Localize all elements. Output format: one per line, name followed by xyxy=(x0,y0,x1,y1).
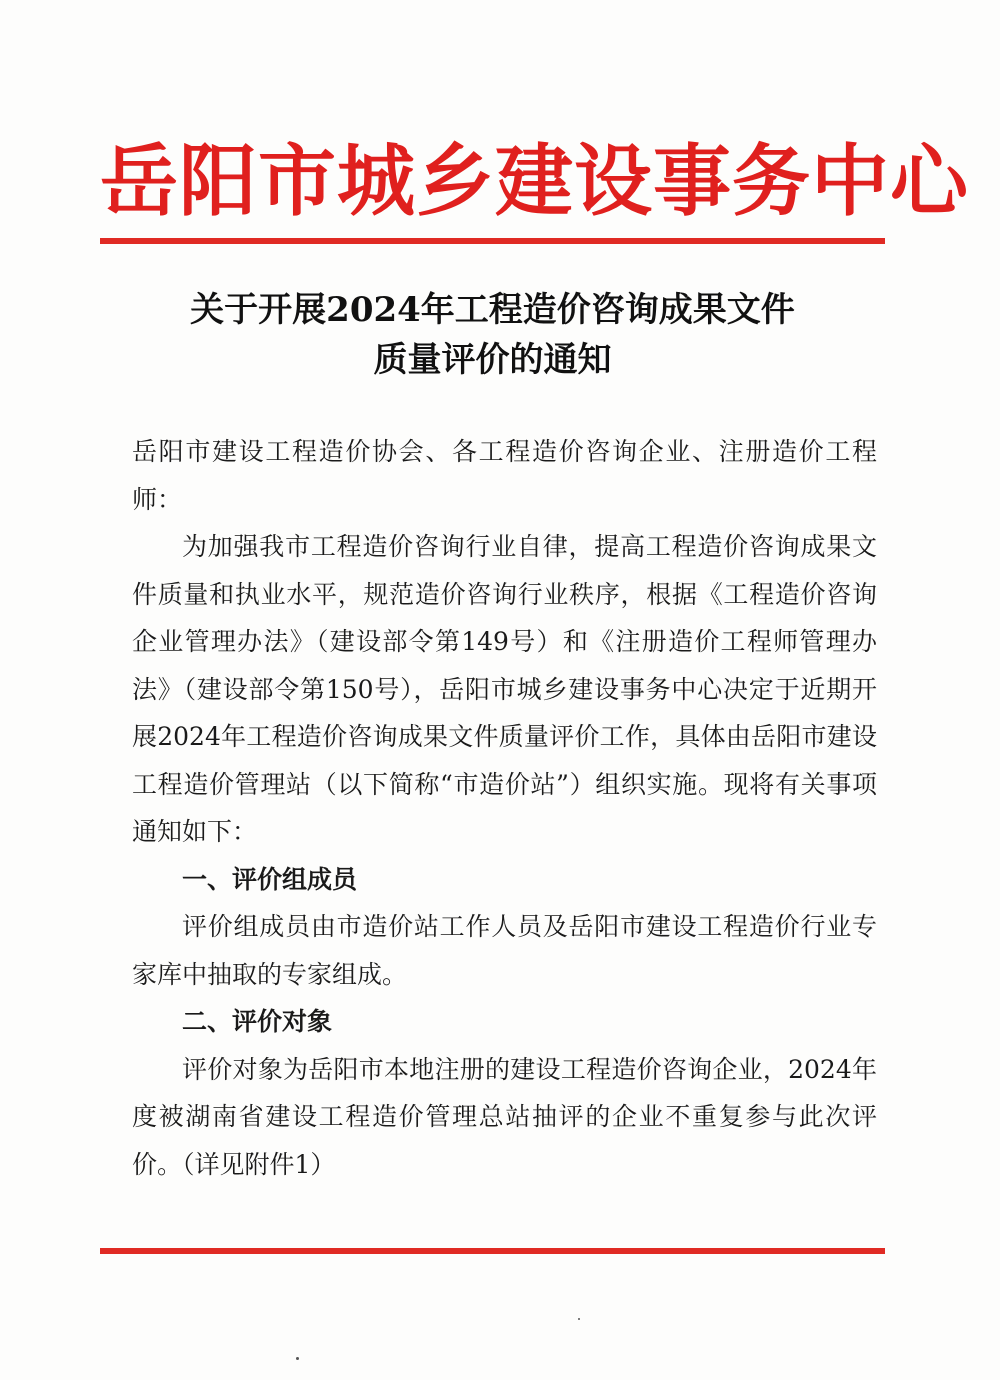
section-2-paragraph: 评价对象为岳阳市本地注册的建设工程造价咨询企业，2024年度被湖南省建设工程造价管理总站抽评的企业不重复参与此次评价。（详见附件1） xyxy=(132,1054,877,1179)
scan-speck xyxy=(578,1318,580,1320)
document-body xyxy=(132,428,877,1188)
addressee: 岳阳市建设工程造价协会、各工程造价咨询企业、注册造价工程师： xyxy=(132,437,877,514)
header-red-rule xyxy=(100,238,885,244)
intro-paragraph: 为加强我市工程造价咨询行业自律，提高工程造价咨询成果文件质量和执业水平，规范造价咨询行业秩序，根据《工程造价咨询企业管理办法》（建设部令第149号）和《注册造价工程师管理办法》（建设部令第150号），岳阳市城乡建设事务中心决定于近期开展2024年工程造价咨询成果文件质量评价工作，具体由岳阳市建设工程造价管理站（以下简称“市造价站”）组织实施。现将有关事项通知如下： xyxy=(132,532,877,846)
section-1-paragraph: 评价组成员由市造价站工作人员及岳阳市建设工程造价行业专家库中抽取的专家组成。 xyxy=(132,912,877,989)
title-line-1: 关于开展2024年工程造价咨询成果文件 xyxy=(190,290,795,330)
title-line-2: 质量评价的通知 xyxy=(373,340,612,380)
footer-red-rule xyxy=(100,1248,885,1254)
organization-header: 岳阳市城乡建设事务中心 xyxy=(100,136,970,227)
section-1-heading: 一、评价组成员 xyxy=(182,864,358,894)
document-title xyxy=(100,285,885,385)
scan-speck xyxy=(296,1357,299,1360)
section-2-heading: 二、评价对象 xyxy=(182,1007,333,1036)
